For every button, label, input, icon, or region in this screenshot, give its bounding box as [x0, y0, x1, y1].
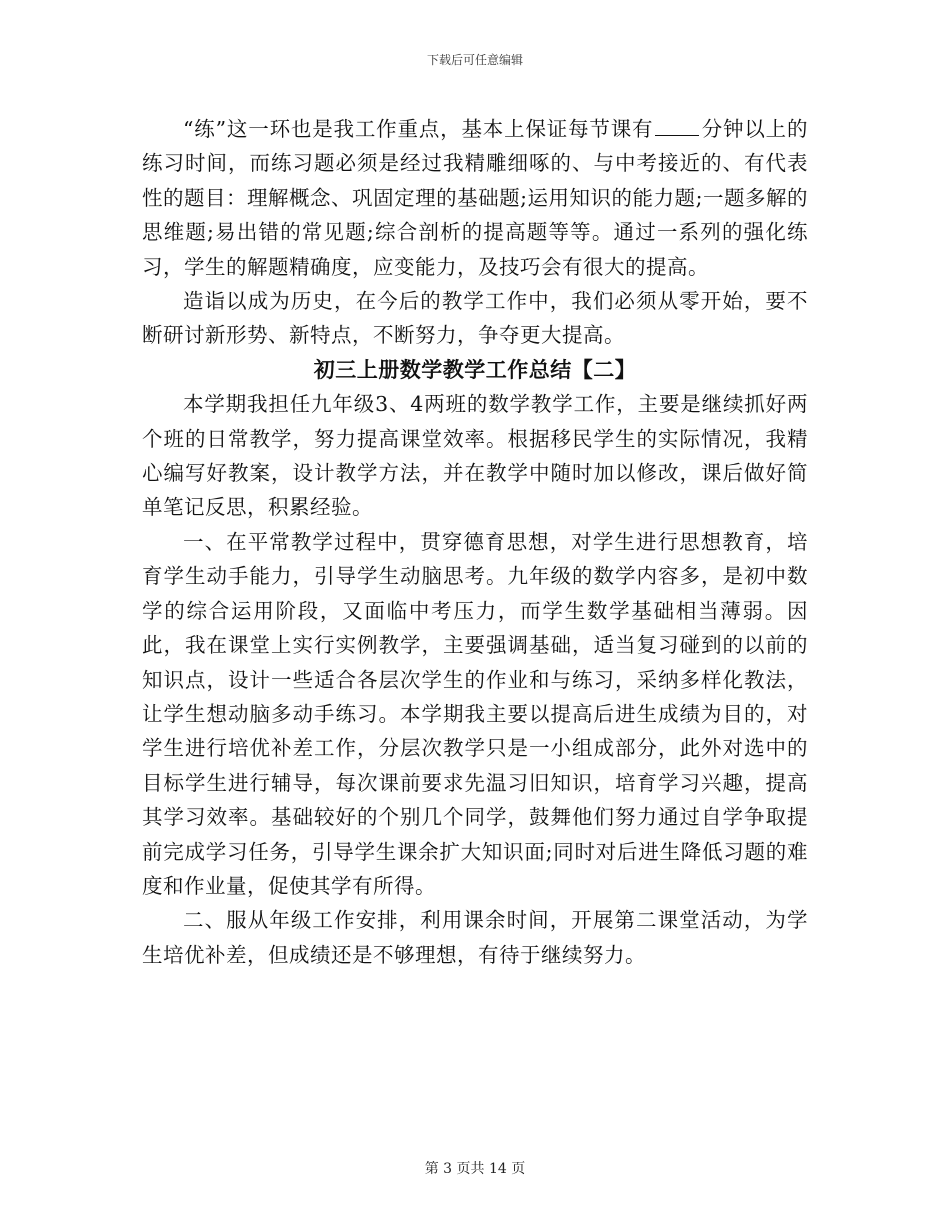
document-body — [142, 112, 808, 972]
paragraph-practice-rest: 分钟以上的练习时间，而练习题必须是经过我精雕细啄的、与中考接近的、有代表性的题目：理解概念、巩固定理的基础题;运用知识的能力题;一题多解的思维题;易出错的常见题;综合剖析的提高题等等。通过一系列的强化练习，学生的解题精确度，应变能力，及技巧会有很大的提高。 — [142, 117, 809, 279]
paragraph-intro: 本学期我担任九年级3、4两班的数学教学工作，主要是继续抓好两个班的日常教学，努力提高课堂效率。根据移民学生的实际情况，我精心编写好教案，设计教学方法，并在教学中随时加以修改，课后做好简单笔记反思，积累经验。 — [142, 392, 808, 520]
page-header: 下载后可任意编辑 — [426, 53, 523, 67]
paragraph-practice — [142, 112, 808, 284]
paragraph-point-one: 一、在平常教学过程中，贯穿德育思想，对学生进行思想教育，培育学生动手能力，引导学生动脑思考。九年级的数学内容多，是初中数学的综合运用阶段，又面临中考压力，而学生数学基础相当薄弱。因此，我在课堂上实行实例教学，主要强调基础，适当复习碰到的以前的知识点，设计一些适合各层次学生的作业和与练习，采纳多样化教法，让学生想动脑多动手练习。本学期我主要以提高后进生成绩为目的，对学生进行培优补差工作，分层次教学只是一小组成部分，此外对选中的目标学生进行辅导，每次课前要求先温习旧知识，培育学习兴趣，提高其学习效率。基础较好的个别几个同学，鼓舞他们努力通过自学争取提前完成学习任务，引导学生课余扩大知识面;同时对后进生降低习题的难度和作业量，促使其学有所得。 — [142, 529, 808, 898]
fill-in-blank — [655, 117, 699, 136]
section-title: 初三上册数学教学工作总结【二】 — [313, 356, 637, 382]
paragraph-practice-start: “练”这一环也是我工作重点，基本上保证每节课有 — [183, 117, 654, 141]
page-footer: 第 3 页共 14 页 — [424, 1161, 526, 1177]
paragraph-point-two: 二、服从年级工作安排，利用课余时间，开展第二课堂活动，为学生培优补差，但成绩还是不够理想，有待于继续努力。 — [142, 908, 808, 967]
paragraph-future: 造诣以成为历史，在今后的教学工作中，我们必须从零开始，要不断研讨新形势、新特点，不断努力，争夺更大提高。 — [142, 289, 808, 348]
